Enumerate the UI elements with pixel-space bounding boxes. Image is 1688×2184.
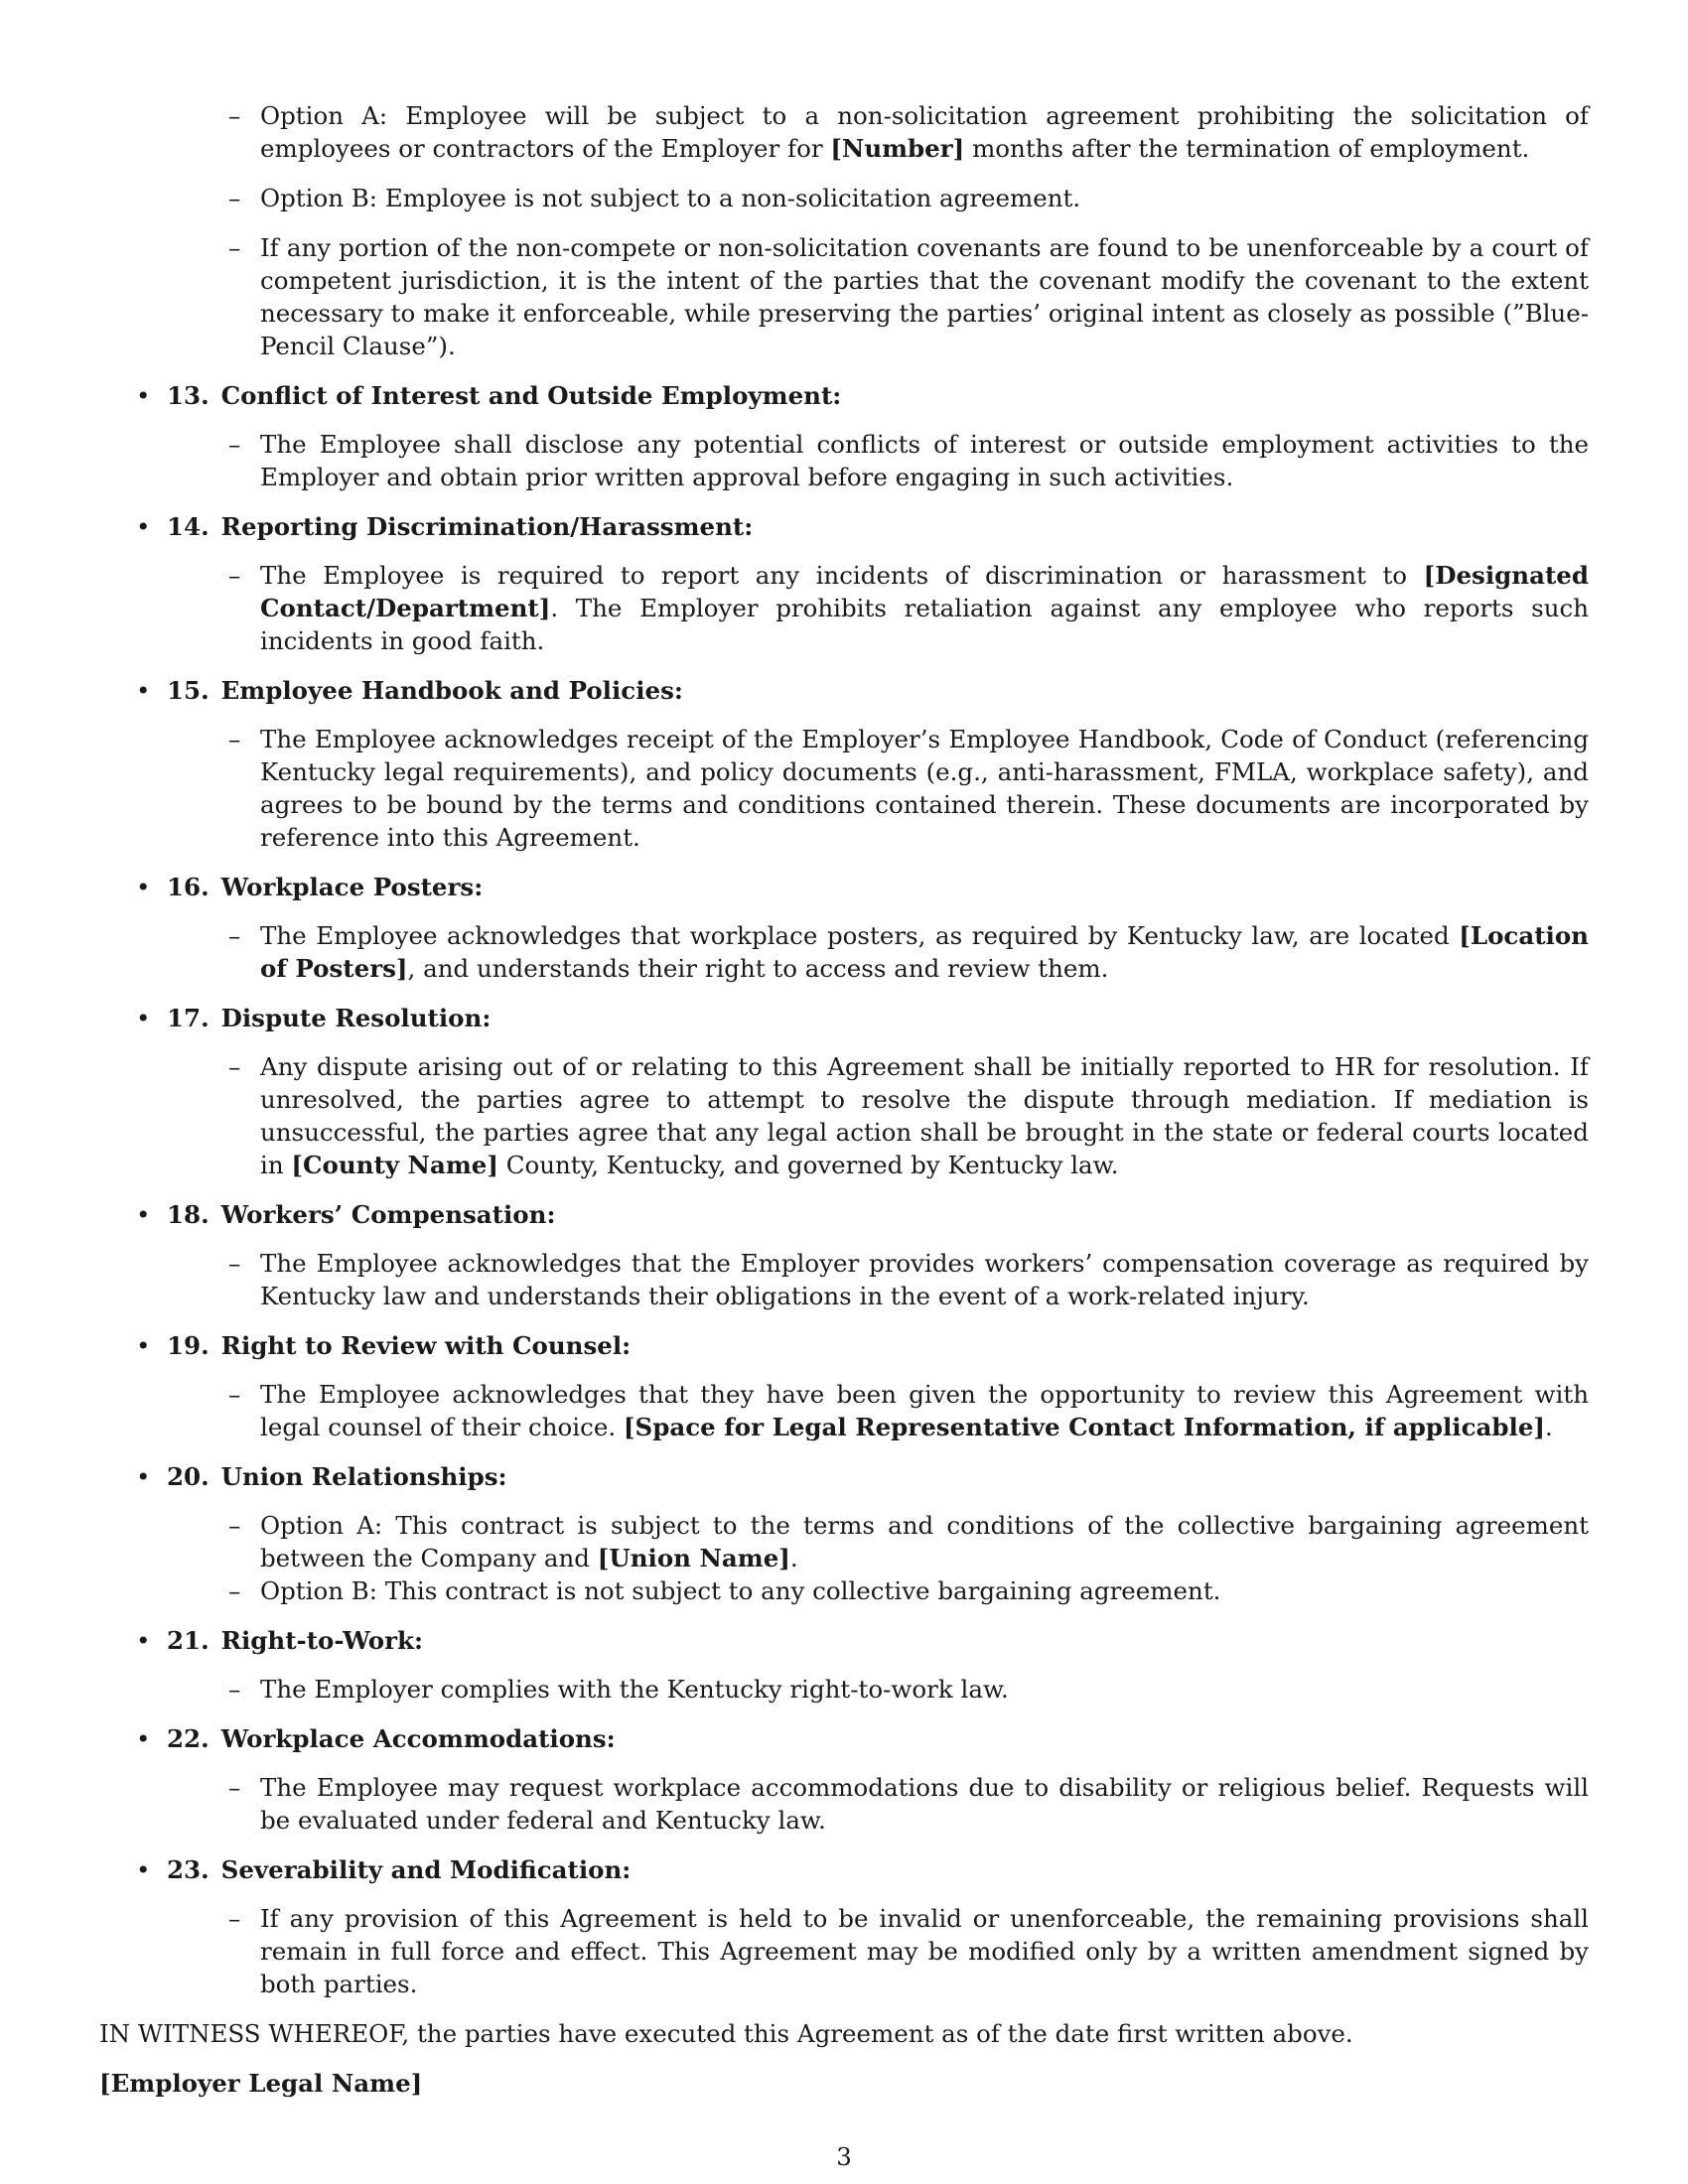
section-number: 13. — [167, 381, 210, 410]
section-title: Reporting Discrimination/Harassment: — [220, 512, 754, 541]
bullet-icon: • — [136, 1004, 151, 1032]
clause-item — [228, 99, 1589, 165]
clause-text: . — [789, 1544, 798, 1572]
section-heading — [136, 1329, 1589, 1362]
clause-text: Option A: Employee will be subject to a non-solicitation agreement prohibiting the solicitation of employees or contractors of the Employer for — [260, 101, 1589, 163]
bullet-icon: • — [136, 1626, 151, 1655]
clause-item — [228, 919, 1589, 985]
dash-bullet: – — [228, 561, 241, 590]
dash-bullet: – — [228, 725, 241, 753]
section-title: Conflict of Interest and Outside Employment: — [220, 381, 842, 410]
section-number: 19. — [167, 1331, 210, 1360]
section-heading — [136, 1002, 1589, 1034]
bullet-icon: • — [136, 676, 151, 705]
section-heading — [136, 1198, 1589, 1231]
clause-text: . The Employer prohibits retaliation against any employee who reports such incidents in good faith. — [260, 594, 1589, 655]
clause-text: The Employee shall disclose any potential conflicts of interest or outside employment activities to the Employer and obtain prior written approval before engaging in such activities. — [260, 430, 1589, 491]
clause-text: , and understands their right to access and review them. — [407, 954, 1109, 983]
section-heading — [136, 510, 1589, 543]
section-heading — [136, 1460, 1589, 1493]
placeholder-field: [Space for Legal Representative Contact Information, if applicable] — [623, 1413, 1546, 1441]
clause-text: Option B: Employee is not subject to a non-solicitation agreement. — [260, 184, 1081, 212]
placeholder-field: [Designated Contact/Department] — [260, 561, 1589, 622]
witness-statement: IN WITNESS WHEREOF, the parties have executed this Agreement as of the date first written above. — [99, 2019, 1353, 2048]
clause-item — [228, 1247, 1589, 1312]
clause-text: months after the termination of employment. — [964, 134, 1530, 163]
section-number: 18. — [167, 1200, 210, 1229]
dash-bullet: – — [228, 1249, 241, 1278]
section-title: Dispute Resolution: — [220, 1004, 492, 1032]
dash-bullet: – — [228, 1511, 241, 1540]
section-heading — [136, 1853, 1589, 1886]
placeholder-field: [County Name] — [291, 1151, 498, 1179]
bullet-icon: • — [136, 381, 151, 410]
placeholder-field: [Union Name] — [597, 1544, 790, 1572]
clause-text: . — [1545, 1413, 1553, 1441]
clause-text: The Employee acknowledges that they have been given the opportunity to review this Agreement with legal counsel of their choice. — [260, 1380, 1589, 1441]
clause-text: If any provision of this Agreement is held to be invalid or unenforceable, the remaining provisions shall remain in full force and effect. This Agreement may be modified only by a written amendment signed by both parties. — [260, 1904, 1589, 1998]
section-heading — [136, 674, 1589, 707]
bullet-icon: • — [136, 1724, 151, 1753]
dash-bullet: – — [228, 1773, 241, 1802]
section-title: Severability and Modification: — [220, 1855, 632, 1884]
section-heading — [136, 871, 1589, 903]
dash-bullet: – — [228, 101, 241, 130]
clause-text: Option B: This contract is not subject to any collective bargaining agreement. — [260, 1576, 1221, 1605]
clause-item — [228, 1509, 1589, 1574]
clause-text: County, Kentucky, and governed by Kentucky law. — [497, 1151, 1119, 1179]
dash-bullet: – — [228, 1380, 241, 1409]
dash-bullet: – — [228, 1576, 241, 1605]
document-body — [99, 99, 1589, 2100]
bullet-icon: • — [136, 1462, 151, 1491]
bullet-icon: • — [136, 1855, 151, 1884]
section-title: Right-to-Work: — [220, 1626, 423, 1655]
clause-text: The Employee acknowledges receipt of the Employer’s Employee Handbook, Code of Conduct (referencing Kentucky legal requirements), and policy documents (e.g., anti-harassment, FMLA, workplace safety), and agrees to be bound by the terms and conditions contained therein. These documents are incorporated by reference into this Agreement. — [260, 725, 1589, 852]
clause-item — [228, 231, 1589, 362]
section-title: Workplace Posters: — [220, 873, 484, 901]
section-title: Workers’ Compensation: — [220, 1200, 556, 1229]
clause-item — [228, 1574, 1589, 1607]
clause-text: The Employee acknowledges that workplace posters, as required by Kentucky law, are located — [260, 921, 1460, 950]
dash-bullet: – — [228, 921, 241, 950]
clause-text: The Employer complies with the Kentucky right-to-work law. — [260, 1675, 1009, 1704]
employer-signature-field: [Employer Legal Name] — [99, 2069, 423, 2098]
clause-item — [228, 723, 1589, 854]
section-heading — [136, 379, 1589, 412]
clause-item — [228, 428, 1589, 493]
placeholder-field: [Number] — [830, 134, 965, 163]
dash-bullet: – — [228, 233, 241, 262]
bullet-icon: • — [136, 873, 151, 901]
dash-bullet: – — [228, 184, 241, 212]
clause-text: If any portion of the non-compete or non-solicitation covenants are found to be unenforceable by a court of competent jurisdiction, it is the intent of the parties that the covenant modify the covenant to the extent necessary to make it enforceable, while preserving the parties’ original intent as closely as possible (”Blue-Pencil Clause”). — [260, 233, 1589, 360]
clause-item — [228, 1673, 1589, 1706]
bullet-icon: • — [136, 1200, 151, 1229]
clause-item — [228, 559, 1589, 657]
clause-item — [228, 1378, 1589, 1443]
dash-bullet: – — [228, 1052, 241, 1081]
clause-item — [228, 1050, 1589, 1181]
bullet-icon: • — [136, 512, 151, 541]
section-number: 17. — [167, 1004, 210, 1032]
section-heading — [136, 1624, 1589, 1657]
clause-item — [228, 1902, 1589, 2000]
bullet-icon: • — [136, 1331, 151, 1360]
clause-text: Option A: This contract is subject to the terms and conditions of the collective bargaining agreement between the Company and — [260, 1511, 1589, 1572]
section-number: 20. — [167, 1462, 210, 1491]
dash-bullet: – — [228, 1675, 241, 1704]
placeholder-field: [Location of Posters] — [260, 921, 1589, 983]
section-number: 22. — [167, 1724, 210, 1753]
clause-text: The Employee is required to report any incidents of discrimination or harassment to — [260, 561, 1424, 590]
section-number: 23. — [167, 1855, 210, 1884]
section-number: 14. — [167, 512, 210, 541]
page-number: 3 — [836, 2142, 852, 2171]
clause-item — [228, 1771, 1589, 1837]
section-title: Workplace Accommodations: — [220, 1724, 616, 1753]
section-number: 15. — [167, 676, 210, 705]
section-number: 16. — [167, 873, 210, 901]
clause-item — [228, 182, 1589, 214]
section-title: Right to Review with Counsel: — [220, 1331, 632, 1360]
clause-text: Any dispute arising out of or relating to this Agreement shall be initially reported to HR for resolution. If unresolved, the parties agree to attempt to resolve the dispute through mediation. If mediation is unsuccessful, the parties agree that any legal action shall be brought in the state or federal courts located in — [260, 1052, 1589, 1179]
section-title: Employee Handbook and Policies: — [220, 676, 683, 705]
section-number: 21. — [167, 1626, 210, 1655]
clause-text: The Employee may request workplace accommodations due to disability or religious belief. Requests will be evaluated under federal and Kentucky law. — [260, 1773, 1589, 1835]
clause-text: The Employee acknowledges that the Employer provides workers’ compensation coverage as required by Kentucky law and understands their obligations in the event of a work-related injury. — [260, 1249, 1589, 1310]
dash-bullet: – — [228, 430, 241, 459]
section-heading — [136, 1722, 1589, 1755]
dash-bullet: – — [228, 1904, 241, 1933]
section-title: Union Relationships: — [220, 1462, 507, 1491]
